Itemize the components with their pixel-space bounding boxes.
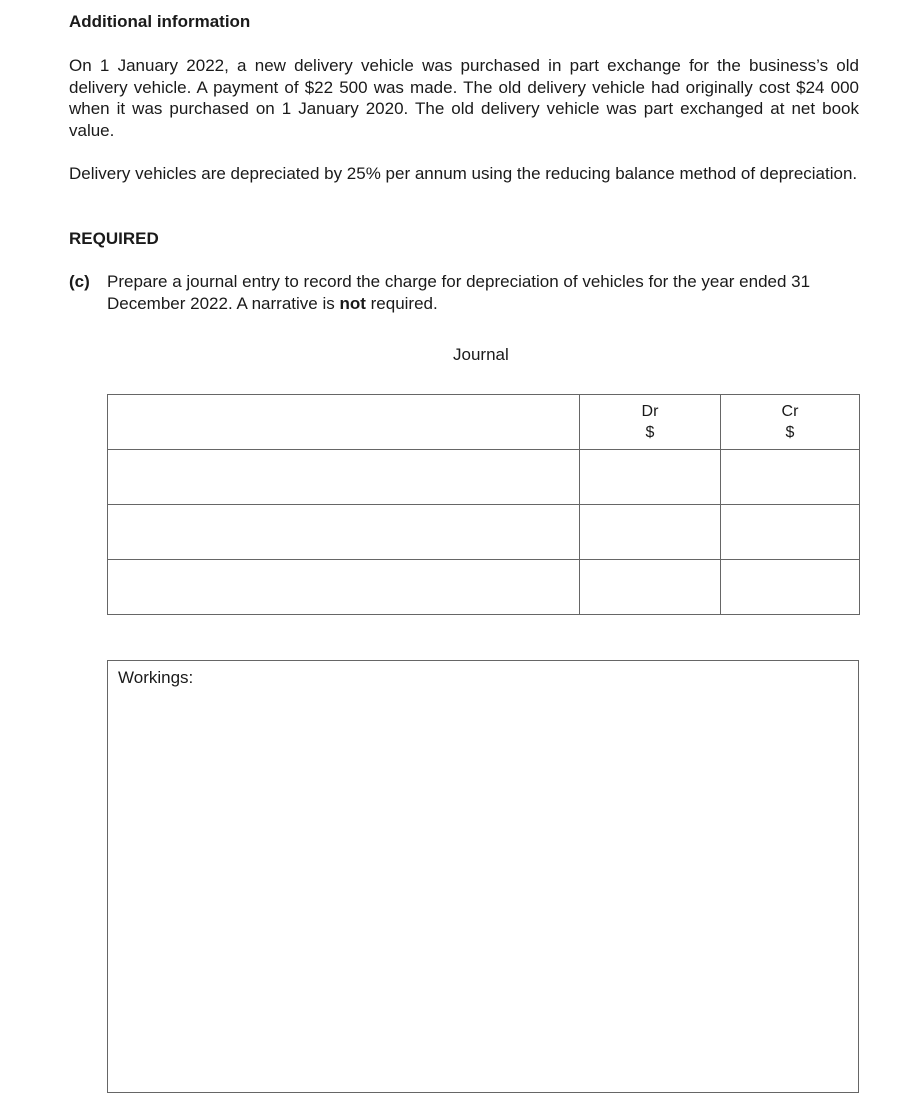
debit-header-cell <box>580 395 721 450</box>
account-header-cell <box>108 395 580 450</box>
question-text <box>107 271 859 314</box>
credit-cell[interactable] <box>721 560 860 615</box>
required-heading: REQUIRED <box>69 229 159 248</box>
question-text-emphasis: not <box>339 293 366 313</box>
debit-cell[interactable] <box>580 505 721 560</box>
debit-label: Dr <box>641 403 659 420</box>
debit-unit: $ <box>645 424 655 441</box>
debit-cell[interactable] <box>580 560 721 615</box>
journal-row <box>108 560 860 615</box>
debit-cell[interactable] <box>580 450 721 505</box>
question-text-part: required. <box>365 293 438 313</box>
account-cell[interactable] <box>108 450 580 505</box>
journal-row <box>108 450 860 505</box>
account-cell[interactable] <box>108 505 580 560</box>
journal-header-row <box>108 395 860 450</box>
workings-label: Workings: <box>118 668 194 687</box>
info-paragraph-1: On 1 January 2022, a new delivery vehicle was purchased in part exchange for the business’s old delivery vehicle. A payment of $22 500 was made. The old delivery vehicle had originally cost $24 000 when it was purchased on 1 January 2020. The old delivery vehicle was part exchanged at net book value. <box>69 56 859 140</box>
workings-box[interactable] <box>107 660 859 1093</box>
question-text-part: Prepare a journal entry to record the charge for depreciation of vehicles for the year ended 31 December 2022. A narrative is <box>107 272 811 313</box>
question-label: (c) <box>69 272 90 291</box>
account-cell[interactable] <box>108 560 580 615</box>
journal-table <box>107 394 860 615</box>
credit-label: Cr <box>781 403 799 420</box>
credit-unit: $ <box>785 424 795 441</box>
journal-row <box>108 505 860 560</box>
section-heading: Additional information <box>69 12 251 31</box>
info-paragraph-2: Delivery vehicles are depreciated by 25% per annum using the reducing balance method of depreciation. <box>69 164 858 183</box>
credit-cell[interactable] <box>721 505 860 560</box>
credit-header-cell <box>721 395 860 450</box>
question-c <box>69 271 859 314</box>
credit-cell[interactable] <box>721 450 860 505</box>
journal-title: Journal <box>453 345 509 364</box>
